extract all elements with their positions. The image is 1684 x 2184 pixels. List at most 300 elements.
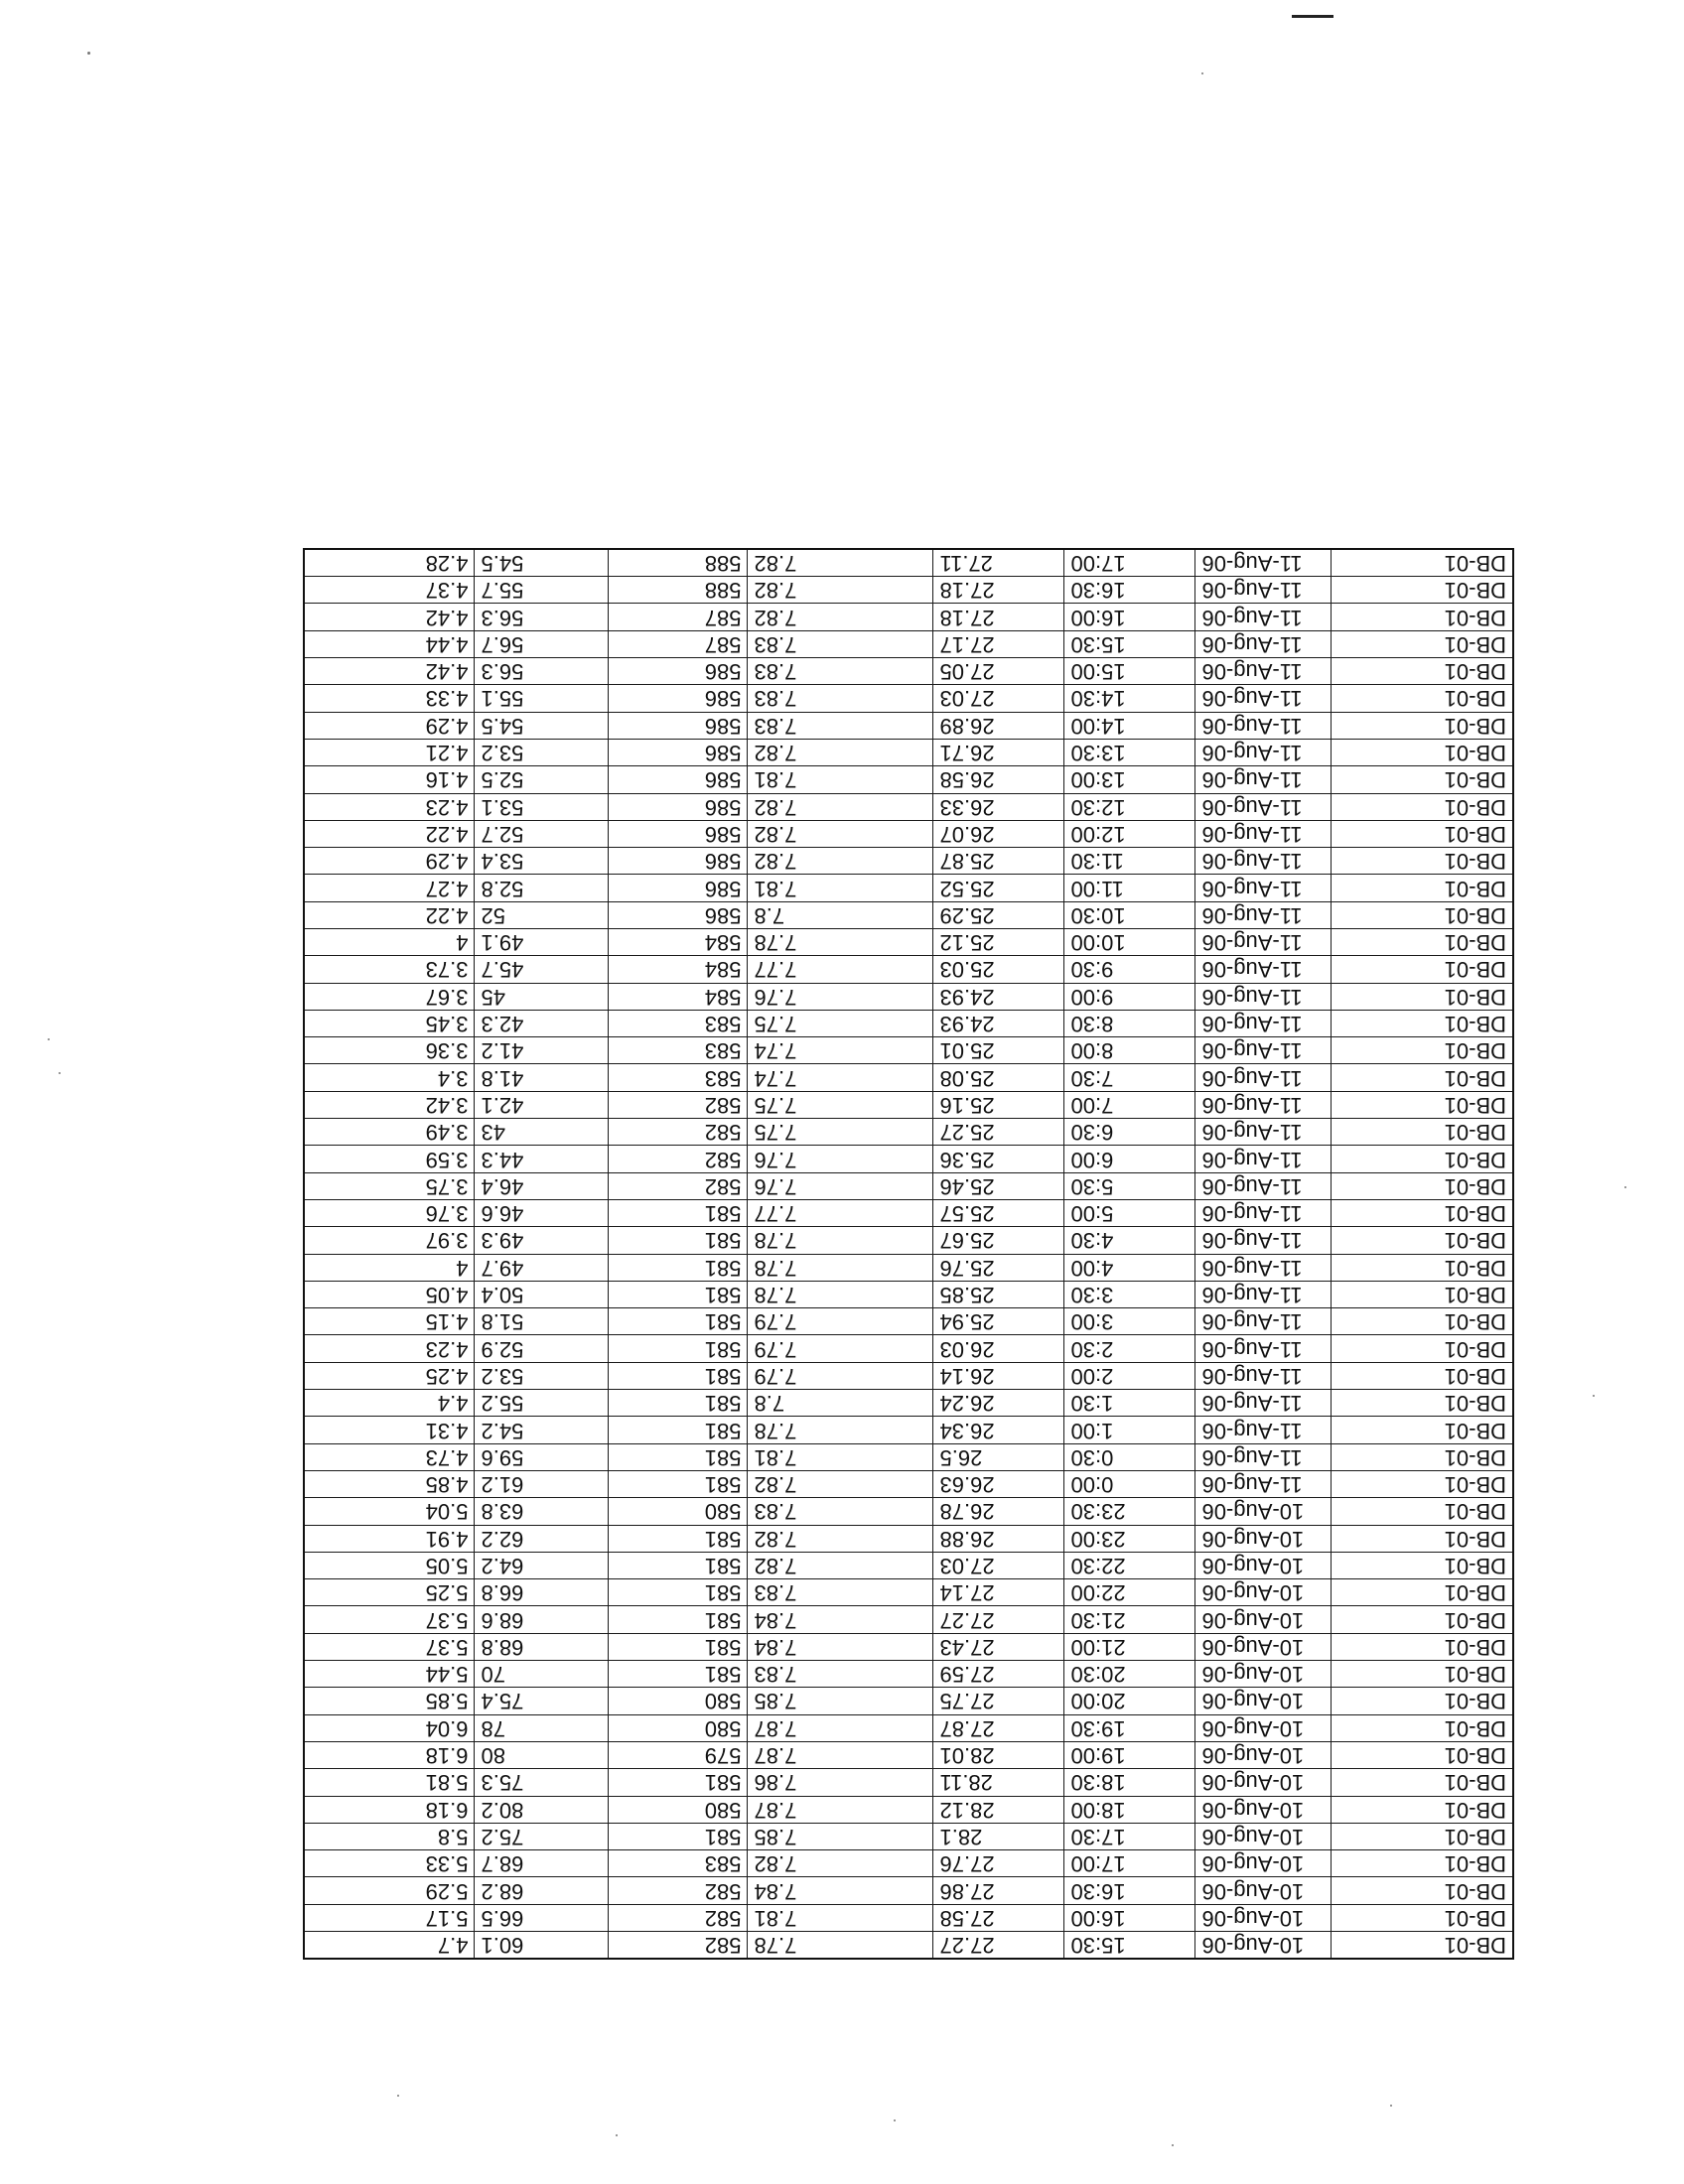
- cell-site: DB-01: [1332, 901, 1513, 928]
- cell-do: 5.05: [304, 1552, 475, 1578]
- cell-temp: 27.43: [933, 1633, 1064, 1660]
- cell-do: 4.23: [304, 1335, 475, 1362]
- cell-time: 6:30: [1064, 1119, 1195, 1146]
- cell-ph: 7.81: [748, 1443, 933, 1470]
- cell-cond: 586: [609, 712, 748, 739]
- cell-do: 4.05: [304, 1281, 475, 1307]
- table-row: [304, 1606, 1513, 1633]
- cell-cond: 582: [609, 1172, 748, 1199]
- cell-cond: 581: [609, 1579, 748, 1606]
- cell-do: 5.29: [304, 1877, 475, 1904]
- cell-site: DB-01: [1332, 1796, 1513, 1823]
- cell-sat: 54.2: [475, 1417, 609, 1443]
- cell-ph: 7.76: [748, 1172, 933, 1199]
- cell-temp: 25.03: [933, 956, 1064, 983]
- scan-speck: [1624, 1186, 1626, 1188]
- cell-ph: 7.79: [748, 1362, 933, 1389]
- cell-site: DB-01: [1332, 1091, 1513, 1118]
- cell-cond: 586: [609, 766, 748, 793]
- cell-temp: 27.59: [933, 1661, 1064, 1688]
- cell-sat: 52: [475, 901, 609, 928]
- cell-date: 10-Aug-06: [1195, 1606, 1332, 1633]
- cell-ph: 7.75: [748, 1091, 933, 1118]
- cell-time: 9:30: [1064, 956, 1195, 983]
- cell-temp: 25.57: [933, 1199, 1064, 1226]
- table-row: [304, 1741, 1513, 1768]
- cell-date: 11-Aug-06: [1195, 604, 1332, 630]
- cell-ph: 7.74: [748, 1037, 933, 1064]
- cell-site: DB-01: [1332, 983, 1513, 1010]
- cell-cond: 581: [609, 1525, 748, 1552]
- cell-ph: 7.79: [748, 1308, 933, 1335]
- table-row: [304, 1146, 1513, 1172]
- cell-time: 15:30: [1064, 1932, 1195, 1960]
- cell-ph: 7.82: [748, 739, 933, 765]
- cell-temp: 27.27: [933, 1932, 1064, 1960]
- cell-site: DB-01: [1332, 1688, 1513, 1714]
- cell-sat: 56.7: [475, 630, 609, 657]
- cell-site: DB-01: [1332, 577, 1513, 604]
- cell-sat: 64.2: [475, 1552, 609, 1578]
- cell-time: 3:30: [1064, 1281, 1195, 1307]
- cell-temp: 27.11: [933, 549, 1064, 577]
- cell-temp: 27.75: [933, 1688, 1064, 1714]
- cell-ph: 7.82: [748, 604, 933, 630]
- cell-temp: 26.07: [933, 820, 1064, 847]
- cell-sat: 52.7: [475, 820, 609, 847]
- cell-sat: 75.2: [475, 1823, 609, 1849]
- cell-do: 4: [304, 1254, 475, 1281]
- cell-sat: 55.7: [475, 577, 609, 604]
- cell-date: 11-Aug-06: [1195, 956, 1332, 983]
- cell-site: DB-01: [1332, 1390, 1513, 1417]
- cell-ph: 7.75: [748, 1119, 933, 1146]
- cell-do: 3.75: [304, 1172, 475, 1199]
- cell-sat: 62.2: [475, 1525, 609, 1552]
- table-row: [304, 1579, 1513, 1606]
- cell-time: 16:30: [1064, 577, 1195, 604]
- table-row: [304, 1552, 1513, 1578]
- cell-cond: 586: [609, 793, 748, 820]
- cell-sat: 63.8: [475, 1498, 609, 1525]
- cell-do: 6.18: [304, 1796, 475, 1823]
- scan-speck: [894, 2119, 896, 2121]
- cell-sat: 46.4: [475, 1172, 609, 1199]
- cell-sat: 60.1: [475, 1932, 609, 1960]
- table-row: [304, 1172, 1513, 1199]
- cell-site: DB-01: [1332, 685, 1513, 712]
- cell-site: DB-01: [1332, 1904, 1513, 1931]
- cell-ph: 7.82: [748, 793, 933, 820]
- cell-site: DB-01: [1332, 1417, 1513, 1443]
- cell-do: 4.33: [304, 685, 475, 712]
- cell-cond: 583: [609, 1850, 748, 1877]
- cell-do: 4.31: [304, 1417, 475, 1443]
- cell-site: DB-01: [1332, 604, 1513, 630]
- table-row: [304, 956, 1513, 983]
- cell-do: 4.29: [304, 712, 475, 739]
- scan-speck: [48, 1038, 50, 1040]
- cell-cond: 586: [609, 901, 748, 928]
- cell-cond: 580: [609, 1714, 748, 1741]
- cell-cond: 581: [609, 1227, 748, 1254]
- cell-sat: 42.1: [475, 1091, 609, 1118]
- table-row: [304, 1850, 1513, 1877]
- cell-do: 3.36: [304, 1037, 475, 1064]
- table-row: [304, 604, 1513, 630]
- cell-date: 11-Aug-06: [1195, 1390, 1332, 1417]
- cell-date: 11-Aug-06: [1195, 739, 1332, 765]
- cell-date: 10-Aug-06: [1195, 1769, 1332, 1796]
- table-row: [304, 1119, 1513, 1146]
- cell-date: 11-Aug-06: [1195, 1470, 1332, 1497]
- cell-ph: 7.78: [748, 929, 933, 956]
- table-row: [304, 1633, 1513, 1660]
- cell-cond: 588: [609, 577, 748, 604]
- cell-sat: 53.2: [475, 739, 609, 765]
- cell-do: 4.42: [304, 658, 475, 685]
- cell-time: 16:30: [1064, 1877, 1195, 1904]
- cell-time: 2:30: [1064, 1335, 1195, 1362]
- cell-temp: 25.29: [933, 901, 1064, 928]
- cell-sat: 49.1: [475, 929, 609, 956]
- cell-sat: 68.7: [475, 1850, 609, 1877]
- cell-date: 11-Aug-06: [1195, 1064, 1332, 1091]
- table-row: [304, 1064, 1513, 1091]
- cell-do: 5.81: [304, 1769, 475, 1796]
- table-row: [304, 1932, 1513, 1960]
- cell-ph: 7.8: [748, 901, 933, 928]
- cell-do: 5.25: [304, 1579, 475, 1606]
- cell-site: DB-01: [1332, 1714, 1513, 1741]
- cell-ph: 7.75: [748, 1010, 933, 1036]
- cell-sat: 43: [475, 1119, 609, 1146]
- cell-temp: 25.52: [933, 875, 1064, 901]
- cell-sat: 50.4: [475, 1281, 609, 1307]
- cell-date: 11-Aug-06: [1195, 1010, 1332, 1036]
- cell-sat: 41.2: [475, 1037, 609, 1064]
- cell-cond: 579: [609, 1741, 748, 1768]
- cell-do: 4.27: [304, 875, 475, 901]
- cell-cond: 580: [609, 1688, 748, 1714]
- cell-site: DB-01: [1332, 820, 1513, 847]
- cell-date: 10-Aug-06: [1195, 1823, 1332, 1849]
- cell-ph: 7.74: [748, 1064, 933, 1091]
- table-row: [304, 658, 1513, 685]
- cell-temp: 28.11: [933, 1769, 1064, 1796]
- cell-date: 10-Aug-06: [1195, 1932, 1332, 1960]
- data-table: [303, 548, 1514, 1960]
- cell-time: 13:00: [1064, 766, 1195, 793]
- cell-do: 4.22: [304, 901, 475, 928]
- cell-do: 6.18: [304, 1741, 475, 1768]
- cell-cond: 581: [609, 1633, 748, 1660]
- table-row: [304, 1470, 1513, 1497]
- scan-speck: [1593, 1395, 1595, 1397]
- cell-site: DB-01: [1332, 1308, 1513, 1335]
- cell-sat: 80: [475, 1741, 609, 1768]
- cell-temp: 25.27: [933, 1119, 1064, 1146]
- cell-date: 10-Aug-06: [1195, 1633, 1332, 1660]
- table-row: [304, 1443, 1513, 1470]
- table-row: [304, 1661, 1513, 1688]
- cell-date: 11-Aug-06: [1195, 1227, 1332, 1254]
- table-row: [304, 739, 1513, 765]
- cell-cond: 583: [609, 1010, 748, 1036]
- cell-sat: 68.2: [475, 1877, 609, 1904]
- cell-cond: 581: [609, 1552, 748, 1578]
- cell-time: 22:30: [1064, 1552, 1195, 1578]
- cell-time: 3:00: [1064, 1308, 1195, 1335]
- cell-cond: 581: [609, 1417, 748, 1443]
- cell-sat: 66.5: [475, 1904, 609, 1931]
- cell-cond: 582: [609, 1146, 748, 1172]
- cell-ph: 7.82: [748, 1470, 933, 1497]
- cell-do: 4.7: [304, 1932, 475, 1960]
- table-row: [304, 1010, 1513, 1036]
- cell-cond: 584: [609, 983, 748, 1010]
- cell-temp: 25.16: [933, 1091, 1064, 1118]
- cell-temp: 25.36: [933, 1146, 1064, 1172]
- cell-do: 4.37: [304, 577, 475, 604]
- cell-date: 11-Aug-06: [1195, 549, 1332, 577]
- cell-cond: 586: [609, 658, 748, 685]
- table-row: [304, 983, 1513, 1010]
- cell-cond: 581: [609, 1470, 748, 1497]
- table-row: [304, 1335, 1513, 1362]
- cell-ph: 7.78: [748, 1227, 933, 1254]
- cell-temp: 26.58: [933, 766, 1064, 793]
- cell-date: 11-Aug-06: [1195, 1308, 1332, 1335]
- cell-cond: 581: [609, 1281, 748, 1307]
- cell-site: DB-01: [1332, 1741, 1513, 1768]
- cell-sat: 55.1: [475, 685, 609, 712]
- table-row: [304, 712, 1513, 739]
- cell-do: 4.16: [304, 766, 475, 793]
- cell-date: 11-Aug-06: [1195, 929, 1332, 956]
- cell-cond: 586: [609, 739, 748, 765]
- cell-site: DB-01: [1332, 1443, 1513, 1470]
- cell-time: 7:00: [1064, 1091, 1195, 1118]
- cell-ph: 7.83: [748, 630, 933, 657]
- cell-ph: 7.76: [748, 983, 933, 1010]
- cell-temp: 27.58: [933, 1904, 1064, 1931]
- cell-ph: 7.83: [748, 1661, 933, 1688]
- cell-cond: 580: [609, 1498, 748, 1525]
- table-row: [304, 1498, 1513, 1525]
- cell-sat: 44.3: [475, 1146, 609, 1172]
- cell-site: DB-01: [1332, 875, 1513, 901]
- scan-speck: [1201, 72, 1203, 74]
- cell-sat: 45.7: [475, 956, 609, 983]
- cell-ph: 7.87: [748, 1714, 933, 1741]
- cell-temp: 25.12: [933, 929, 1064, 956]
- cell-time: 16:00: [1064, 1904, 1195, 1931]
- cell-cond: 582: [609, 1119, 748, 1146]
- cell-date: 11-Aug-06: [1195, 1146, 1332, 1172]
- cell-ph: 7.84: [748, 1633, 933, 1660]
- cell-site: DB-01: [1332, 1769, 1513, 1796]
- cell-site: DB-01: [1332, 630, 1513, 657]
- cell-temp: 27.86: [933, 1877, 1064, 1904]
- cell-ph: 7.83: [748, 712, 933, 739]
- cell-time: 20:30: [1064, 1661, 1195, 1688]
- cell-do: 4.44: [304, 630, 475, 657]
- cell-date: 10-Aug-06: [1195, 1525, 1332, 1552]
- cell-site: DB-01: [1332, 658, 1513, 685]
- cell-ph: 7.83: [748, 1498, 933, 1525]
- cell-date: 10-Aug-06: [1195, 1904, 1332, 1931]
- cell-time: 23:00: [1064, 1525, 1195, 1552]
- cell-sat: 78: [475, 1714, 609, 1741]
- cell-time: 23:30: [1064, 1498, 1195, 1525]
- cell-sat: 53.1: [475, 793, 609, 820]
- cell-cond: 581: [609, 1362, 748, 1389]
- cell-do: 3.4: [304, 1064, 475, 1091]
- cell-site: DB-01: [1332, 1119, 1513, 1146]
- cell-do: 3.49: [304, 1119, 475, 1146]
- cell-date: 11-Aug-06: [1195, 793, 1332, 820]
- cell-date: 11-Aug-06: [1195, 1362, 1332, 1389]
- cell-site: DB-01: [1332, 929, 1513, 956]
- cell-temp: 27.03: [933, 1552, 1064, 1578]
- cell-do: 5.44: [304, 1661, 475, 1688]
- cell-time: 10:00: [1064, 929, 1195, 956]
- cell-do: 3.76: [304, 1199, 475, 1226]
- cell-temp: 26.03: [933, 1335, 1064, 1362]
- cell-do: 3.59: [304, 1146, 475, 1172]
- cell-time: 1:30: [1064, 1390, 1195, 1417]
- table-row: [304, 1390, 1513, 1417]
- cell-time: 19:00: [1064, 1741, 1195, 1768]
- scan-speck: [1172, 2144, 1174, 2146]
- cell-sat: 66.8: [475, 1579, 609, 1606]
- cell-time: 9:00: [1064, 983, 1195, 1010]
- scan-speck: [59, 1072, 61, 1074]
- cell-cond: 581: [609, 1199, 748, 1226]
- cell-time: 13:30: [1064, 739, 1195, 765]
- cell-date: 11-Aug-06: [1195, 983, 1332, 1010]
- cell-cond: 581: [609, 1661, 748, 1688]
- cell-temp: 25.08: [933, 1064, 1064, 1091]
- cell-sat: 53.2: [475, 1362, 609, 1389]
- table-row: [304, 1417, 1513, 1443]
- cell-sat: 45: [475, 983, 609, 1010]
- cell-date: 11-Aug-06: [1195, 1119, 1332, 1146]
- cell-do: 4.21: [304, 739, 475, 765]
- table-row: [304, 793, 1513, 820]
- table-row: [304, 1714, 1513, 1741]
- cell-time: 2:00: [1064, 1362, 1195, 1389]
- cell-date: 11-Aug-06: [1195, 1037, 1332, 1064]
- cell-do: 5.8: [304, 1823, 475, 1849]
- table-row: [304, 1796, 1513, 1823]
- table-row: [304, 1281, 1513, 1307]
- cell-sat: 52.5: [475, 766, 609, 793]
- cell-do: 4.23: [304, 793, 475, 820]
- cell-cond: 583: [609, 1064, 748, 1091]
- cell-date: 10-Aug-06: [1195, 1714, 1332, 1741]
- cell-cond: 586: [609, 685, 748, 712]
- cell-sat: 54.5: [475, 549, 609, 577]
- cell-ph: 7.83: [748, 1579, 933, 1606]
- cell-do: 5.85: [304, 1688, 475, 1714]
- cell-site: DB-01: [1332, 1010, 1513, 1036]
- scan-speck: [616, 2134, 618, 2136]
- table-body: [304, 549, 1513, 1959]
- cell-temp: 26.33: [933, 793, 1064, 820]
- cell-time: 11:30: [1064, 848, 1195, 875]
- cell-ph: 7.78: [748, 1254, 933, 1281]
- cell-ph: 7.8: [748, 1390, 933, 1417]
- cell-cond: 587: [609, 630, 748, 657]
- cell-temp: 25.85: [933, 1281, 1064, 1307]
- cell-site: DB-01: [1332, 1037, 1513, 1064]
- cell-temp: 26.71: [933, 739, 1064, 765]
- cell-ph: 7.82: [748, 549, 933, 577]
- cell-temp: 27.76: [933, 1850, 1064, 1877]
- table-row: [304, 577, 1513, 604]
- cell-do: 4.85: [304, 1470, 475, 1497]
- cell-temp: 27.03: [933, 685, 1064, 712]
- cell-cond: 586: [609, 820, 748, 847]
- cell-date: 10-Aug-06: [1195, 1741, 1332, 1768]
- cell-sat: 46.6: [475, 1199, 609, 1226]
- table-row: [304, 685, 1513, 712]
- cell-ph: 7.78: [748, 1281, 933, 1307]
- cell-cond: 584: [609, 929, 748, 956]
- cell-ph: 7.78: [748, 1417, 933, 1443]
- cell-temp: 28.12: [933, 1796, 1064, 1823]
- cell-temp: 26.88: [933, 1525, 1064, 1552]
- cell-cond: 581: [609, 1308, 748, 1335]
- cell-do: 5.37: [304, 1633, 475, 1660]
- cell-sat: 68.6: [475, 1606, 609, 1633]
- cell-date: 10-Aug-06: [1195, 1877, 1332, 1904]
- table-row: [304, 1688, 1513, 1714]
- cell-date: 11-Aug-06: [1195, 1443, 1332, 1470]
- cell-date: 10-Aug-06: [1195, 1661, 1332, 1688]
- cell-cond: 581: [609, 1769, 748, 1796]
- table-row: [304, 1823, 1513, 1849]
- cell-temp: 26.5: [933, 1443, 1064, 1470]
- cell-site: DB-01: [1332, 1199, 1513, 1226]
- cell-cond: 581: [609, 1254, 748, 1281]
- cell-sat: 53.4: [475, 848, 609, 875]
- cell-time: 12:30: [1064, 793, 1195, 820]
- cell-time: 15:00: [1064, 658, 1195, 685]
- cell-time: 20:00: [1064, 1688, 1195, 1714]
- scan-speck: [87, 52, 90, 55]
- cell-time: 8:00: [1064, 1037, 1195, 1064]
- cell-temp: 26.89: [933, 712, 1064, 739]
- cell-sat: 75.3: [475, 1769, 609, 1796]
- cell-time: 6:00: [1064, 1146, 1195, 1172]
- cell-time: 0:30: [1064, 1443, 1195, 1470]
- cell-ph: 7.83: [748, 658, 933, 685]
- cell-time: 14:30: [1064, 685, 1195, 712]
- cell-temp: 27.27: [933, 1606, 1064, 1633]
- cell-sat: 55.2: [475, 1390, 609, 1417]
- table-row: [304, 766, 1513, 793]
- cell-temp: 24.93: [933, 983, 1064, 1010]
- cell-time: 17:00: [1064, 1850, 1195, 1877]
- cell-cond: 583: [609, 1037, 748, 1064]
- cell-ph: 7.87: [748, 1796, 933, 1823]
- cell-do: 4: [304, 929, 475, 956]
- cell-date: 11-Aug-06: [1195, 658, 1332, 685]
- cell-temp: 26.24: [933, 1390, 1064, 1417]
